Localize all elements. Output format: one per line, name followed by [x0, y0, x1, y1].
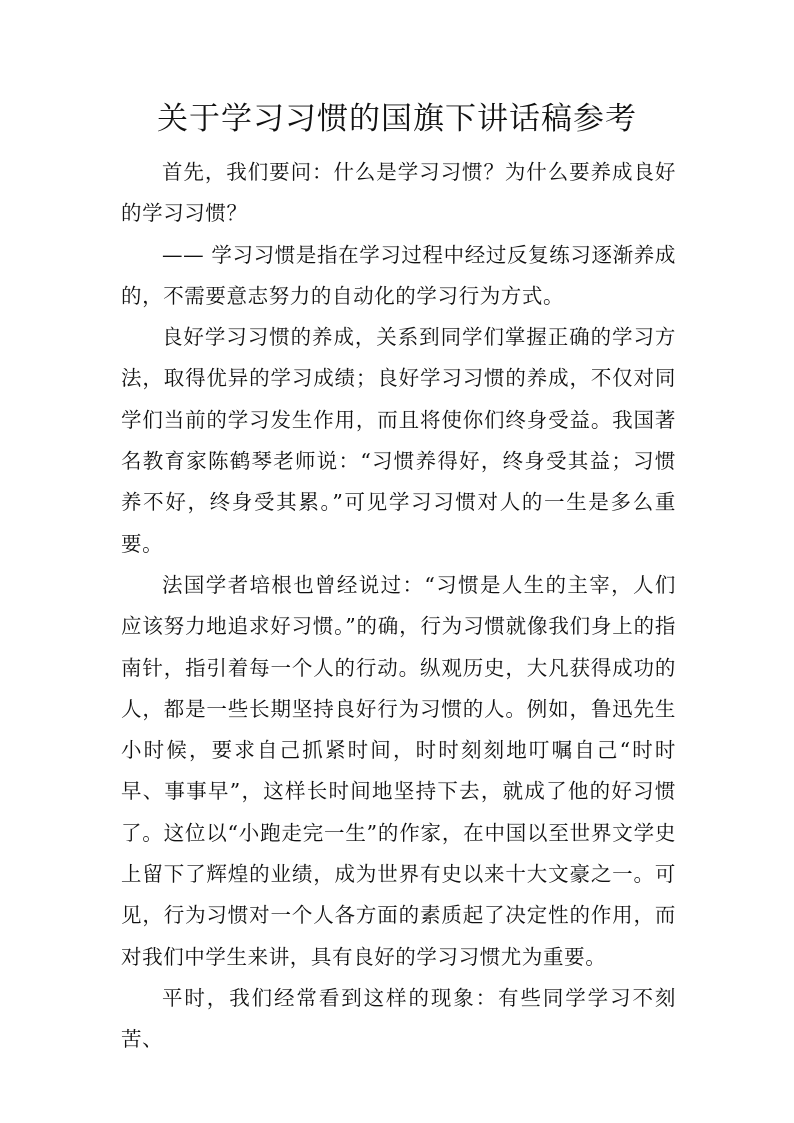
document-body	[121, 152, 676, 1061]
document-title: 关于学习习惯的国旗下讲话稿参考	[157, 101, 637, 137]
paragraph-2: —— 学习习惯是指在学习过程中经过反复练习逐渐养成的，不需要意志努力的自动化的学习行为方式。	[121, 242, 676, 308]
paragraph-5: 平时，我们经常看到这样的现象：有些同学学习不刻苦、	[121, 985, 676, 1052]
paragraph-1: 首先，我们要问：什么是学习习惯？为什么要养成良好的学习习惯？	[121, 160, 676, 226]
paragraph-4: 法国学者培根也曾经说过：“习惯是人生的主宰，人们应该努力地追求好习惯。”的确，行为习惯就像我们身上的指南针，指引着每一个人的行动。纵观历史，大凡获得成功的人，都是一些长期坚持良好行为习惯的人。例如，鲁迅先生小时候，要求自己抓紧时间，时时刻刻地叮嘱自己“时时早、事事早”，这样长时间地坚持下去，就成了他的好习惯了。这位以“小跑走完一生”的作家，在中国以至世界文学史上留下了辉煌的业绩，成为世界有史以来十大文豪之一。可见，行为习惯对一个人各方面的素质起了决定性的作用，而对我们中学生来讲，具有良好的学习习惯尤为重要。	[121, 572, 676, 969]
paragraph-3: 良好学习习惯的养成，关系到同学们掌握正确的学习方法，取得优异的学习成绩；良好学习习惯的养成，不仅对同学们当前的学习发生作用，而且将使你们终身受益。我国著名教育家陈鹤琴老师说：“习惯养得好，终身受其益；习惯养不好，终身受其累。”可见学习习惯对人的一生是多么重要。	[121, 325, 676, 556]
